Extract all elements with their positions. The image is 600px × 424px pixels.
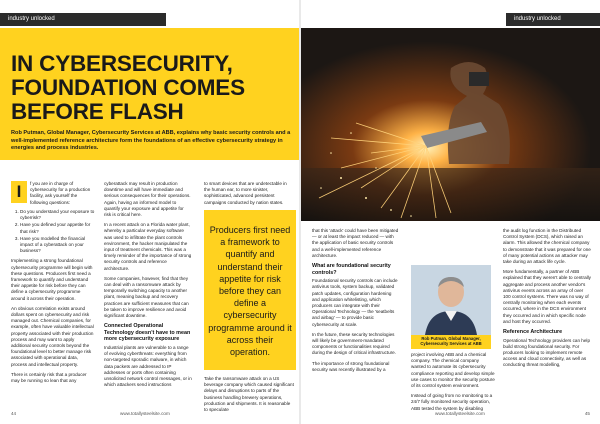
right-column-2 [411,352,495,416]
pull-quote: Producers first need a framework to quantify and understand their appetite for risk before they can define a cybersecurity programme around it across their operation. [204,210,296,370]
right-column-1 [312,228,400,377]
list-item: 3. Have you modelled the financial impact of a cyberattack on your business? [20,236,95,255]
headline-block [0,28,299,160]
left-page [0,0,299,424]
body-paragraph: Take the ransomware attack on a US beverage company which caused significant delays and disruptions to parts of the business handling brewery operations, production and shipments. It is reasonable to speculate [204,376,294,413]
subheading: What are foundational security controls? [312,263,391,276]
body-paragraph: An obvious correlation exists around dollars spent on cybersecurity and risk managed out. Chemical companies, for example, often have valuable intellectual property associated with their production process and may want to apply additional security controls beyond the foundational level to better manage risk associated with operational data, process and intellectual property. [11,305,94,367]
list-item: 2. Have you defined your appetite for that risk? [20,222,95,234]
article-headline: IN CYBERSECURITY, FOUNDATION COMES BEFORE FLASH [11,51,245,124]
subheading: Connected Operational Technology doesn't have to mean more cybersecurity exposure [104,323,191,343]
body-paragraph: Foundational security controls can include antivirus tools, system backup, validated patch updates, configuration hardening and application whitelisting, which producers can integrate with their Operational Technology — the 'seatbelts and airbag' — to provide basic cybersecurity at scale. [312,278,398,327]
body-paragraph: In the future, these security technologies will likely be government-mandated components or functionalities required during the design of critical infrastructure. [312,331,397,356]
question-list [11,209,95,254]
column-3-continued [204,376,294,417]
body-paragraph: the audit log function in the Distributed Control System (DCS), which raised an alarm. This allowed the chemical company to demonstrate that it was prepared for one of many potential actions an attacker may take during an attack life cycle. [503,228,591,265]
author-portrait [411,265,491,335]
page-number: 44 [11,411,17,416]
intro-paragraph: f you are in charge of cybersecurity for a production facility, ask yourself the following questions: [30,181,91,205]
list-item: 1. Do you understand your exposure to cyberrisk? [20,209,95,221]
body-paragraph: Operational Technology providers can help build strong foundational security. For producers looking to implement remote access and cloud connectivity, as well as conducting threat modelling, [503,337,590,368]
welding-sparks-photo [301,28,600,221]
body-paragraph: Industrial plants are vulnerable to a range of evolving cyberthreats: everything from non-targeted sporadic malware, in which data packets are addressed to IP addresses or ports often containing unsolicited network control messages, or in which attackers send instructions [104,345,192,388]
body-paragraph: that this 'attack' could have been mitigated — or at least the impact reduced — with the application of basic security controls and a well-implemented reference architecture. [312,228,399,258]
standfirst: Rob Putman, Global Manager, Cybersecurity Services at ABB, explains why basic security controls and a well-implemented reference architecture form the foundations of an effective cybersecurity strategy in energies and process industries. [11,130,291,152]
body-paragraph: project involving ABB and a chemical company. The chemical company wanted to automate its cybersecurity compliance reporting and develop simple use cases to monitor the security posture of its control system environment. [411,352,495,389]
subheading: Reference Architecture [503,329,563,336]
drop-cap: I [11,181,27,203]
column-1 [11,207,95,388]
portrait-caption: Rob Putman, Global Manager, Cybersecurity Services at ABB [411,335,491,349]
right-column-3 [503,228,591,373]
body-paragraph: cyberattack may result in production downtime and will have immediate and serious consequences for their operations. Again, having an informed model to quantify your exposure and appetite for risk is critical here. [104,181,191,218]
website-footer: www.totallysteelsite.com [435,411,485,416]
body-paragraph: Implementing a strong foundational cybersecurity programme will begin with these questions. Producers first need a framework to quantify and understand their appetite for risk before they can define a cybersecurity programme around it across their operation. [11,258,93,301]
page-number: 45 [584,411,590,416]
right-page [301,0,600,424]
column-1-intro [30,181,94,210]
column-2 [104,181,192,392]
body-paragraph: to smart devices that are undetectable in the human ear, to more sinister, sophisticated, advanced persistent campaigns conducted by nation states. [204,181,287,205]
body-paragraph: There is certainly risk that a producer may be running so lean that any [11,371,87,384]
body-paragraph: Instead of going from no monitoring to a 24/7 fully monitored security operation, ABB tested the system by disabling [411,393,493,411]
body-paragraph: More fundamentally, a partner of ABB explained that they weren't able to centrally aggregate and process another vendor's antivirus events across an array of over 100 control systems. There was no way of centrally monitoring when each events occurred, where in the DCS environment they occurred and in which specific node and host they occurred. [503,269,591,324]
section-label: industry unlocked [506,13,600,26]
body-paragraph: In a recent attack on a Florida water plant, whereby a particular everyday software was used to infiltrate the plant controls environment, the hacker manipulated the input of treatment chemicals. This was a timely reminder of the importance of strong security controls and reference architecture. [104,222,192,271]
section-label: industry unlocked [0,13,166,26]
column-3 [204,181,294,210]
body-paragraph: Some companies, however, find that they can deal with a ransomware attack by temporarily switching capacity to another plant, meaning backup and recovery practices are sufficient measures that can be taken to improve resilience and avoid significant downtime. [104,275,189,319]
website-footer: www.totallysteelsite.com [120,411,170,416]
body-paragraph: The importance of strong foundational security was recently illustrated by a [312,360,390,372]
